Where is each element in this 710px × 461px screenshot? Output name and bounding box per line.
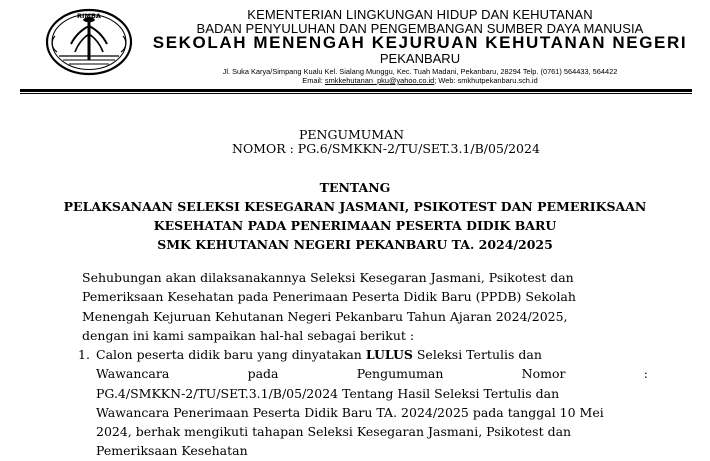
logo-lettering: RIMBA (77, 12, 101, 20)
item-line-5: 2024, berhak mengikuti tahapan Seleksi Kesegaran Jasmani, Psikotest dan (96, 424, 572, 440)
item-line-4: Wawancara Penerimaan Peserta Didik Baru TA. 2024/2025 pada tanggal 10 Mei (96, 404, 604, 420)
item-line-2: Wawancara pada Pengumuman Nomor : (96, 366, 648, 382)
item-line-1: Calon peserta didik baru yang dinyatakan LULUS Seleksi Tertulis dan (96, 347, 542, 362)
announcement-heading: PENGUMUMAN (299, 127, 405, 142)
ministry-line: KEMENTERIAN LINGKUNGAN HIDUP DAN KEHUTANAN (247, 7, 593, 22)
lulus-emphasis: LULUS (365, 347, 413, 362)
web-link[interactable]: smkhutpekanbaru.sch.id (457, 76, 538, 85)
intro-line: Pemeriksaan Kesehatan pada Penerimaan Peserta Didik Baru (PPDB) Sekolah (82, 289, 576, 305)
intro-line: Sehubungan akan dilaksanakannya Seleksi Kesegaran Jasmani, Psikotest dan (82, 270, 574, 285)
intro-paragraph (82, 268, 648, 345)
about-label: TENTANG (319, 180, 391, 195)
item-line-3: PG.4/SMKKN-2/TU/SET.3.1/B/05/2024 Tentang Hasil Seleksi Tertulis dan (96, 385, 560, 401)
letterhead-rule-thin (20, 93, 692, 94)
list-item-number: 1. (78, 347, 90, 362)
intro-line: dengan ini kami sampaikan hal-hal sebagai berikut : (82, 327, 415, 343)
city-name: PEKANBARU (379, 51, 461, 66)
subject-line-1: PELAKSANAAN SELEKSI KESEGARAN JASMANI, PSIKOTEST DAN PEMERIKSAAN (63, 199, 647, 214)
subject-line-2: KESEHATAN PADA PENERIMAAN PESERTA DIDIK BARU (153, 218, 557, 233)
agency-line: BADAN PENYULUHAN DAN PENGEMBANGAN SUMBER DAYA MANUSIA (196, 21, 644, 36)
school-address: Jl. Suka Karya/Simpang Kualu Kel. Sialang Munggu, Kec. Tuah Madani, Pekanbaru, 28294 Telp. (0761) 564433, 564422 (222, 67, 618, 76)
contact-line: Email: smkkehutanan_pku@yahoo.co.id; Web: smkhutpekanbaru.sch.id (302, 76, 538, 85)
item-line-6: Pemeriksaan Kesehatan (96, 443, 248, 459)
intro-line: Menengah Kejuruan Kehutanan Negeri Pekanbaru Tahun Ajaran 2024/2025, (82, 308, 568, 324)
list-item-text (96, 345, 648, 461)
letterhead-rule-thick (20, 89, 692, 92)
announcement-number: NOMOR : PG.6/SMKKN-2/TU/SET.3.1/B/05/2024 (232, 141, 540, 156)
school-logo (45, 8, 133, 76)
school-name: SEKOLAH MENENGAH KEJURUAN KEHUTANAN NEGERI (152, 33, 688, 52)
subject-line-3: SMK KEHUTANAN NEGERI PEKANBARU TA. 2024/2025 (157, 237, 553, 252)
email-link[interactable]: smkkehutanan_pku@yahoo.co.id (324, 76, 435, 85)
